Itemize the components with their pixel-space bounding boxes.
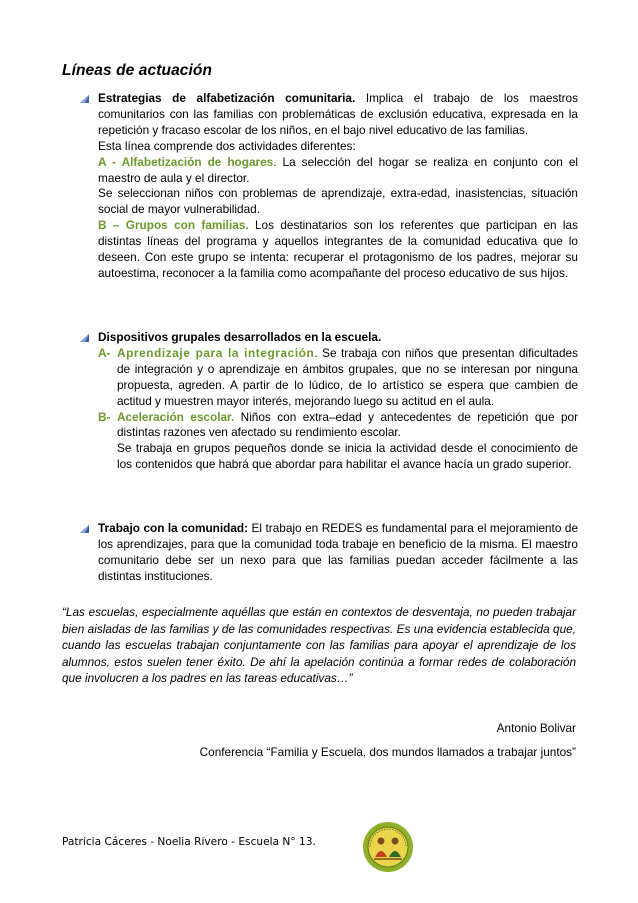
- section-comunidad: [78, 521, 578, 585]
- section-line: Esta línea comprende dos actividades diferentes:: [98, 138, 356, 153]
- bullet-arrow-icon: [78, 524, 90, 534]
- quote-source: Conferencia “Familia y Escuela, dos mundos llamados a trabajar juntos”: [199, 745, 576, 759]
- item-text-a: . Se trabaja con niños que presentan dificultades de integración y o aprendizaje en ámbitos grupales, que no se interesan por ninguna propuesta, agreden. A partir de lo lúdico, de lo artístico se espera que cambien de actitud y muestren mayor interés, mejorando luego su actitud en el aula.: [117, 345, 578, 408]
- activity-text-b: Los destinatarios son los referentes que participan en las distintas líneas del programa y aquellos integrantes de la comunidad educativa que lo deseen. Con este grupo se intenta: recuperar el protagonismo de los padres, mejorar su autoestima, reconocer a la familia como acompañante del proceso educativo de sus hijos.: [98, 218, 578, 280]
- quote-text: “Las escuelas, especialmente aquéllas que están en contextos de desventaja, no pueden trabajar bien aisladas de las familias y de las comunidades respectivas. Es una evidencia establecida que, cuando las escuelas trabajan conjuntamente con las familias para apoyar el aprendizaje de los alumnos, estos suelen tener éxito. De ahí la apelación continúa a formar redes de colaboración que involucren a los padres en las tareas educativas…”: [62, 605, 576, 686]
- school-seal-icon: [362, 821, 414, 873]
- section-alfabetizacion: [78, 91, 578, 282]
- activity-text-a2: Se seleccionan niños con problemas de aprendizaje, extra-edad, inasistencias, situación social de mayor vulnerabilidad.: [98, 186, 578, 217]
- page-title: Líneas de actuación: [62, 62, 213, 79]
- section-title: Dispositivos grupales desarrollados en la escuela.: [98, 330, 382, 344]
- section-intro: Implica el trabajo de los maestros comunitarios con las familias con problemáticas de exclusión educativa, expresada en la repetición y fracaso escolar de los niños, en el bajo nivel educativo de las familias.: [98, 91, 579, 137]
- activity-text-a: . La selección del hogar se realiza en conjunto con el maestro de aula y el director.: [98, 154, 578, 185]
- item-text-b2: Se trabaja en grupos pequeños donde se inicia la actividad desde el conocimiento de los contenidos que habrá que abordar para habilitar el avance hacía un grado superior.: [117, 441, 578, 472]
- list-item: [98, 346, 578, 410]
- list-item: [98, 410, 578, 474]
- quote-block: [62, 604, 576, 687]
- section-text: El trabajo en REDES es fundamental para el mejoramiento de los aprendizajes, para que la comunidad toda trabaje en beneficio de la misma. El maestro comunitario debe ser un nexo para que las familias puedan acceder fácilmente a las distintas instituciones.: [98, 521, 579, 583]
- item-label-a: Aprendizaje para la integración: [117, 345, 315, 360]
- quote-author: Antonio Bolivar: [496, 721, 576, 735]
- item-prefix-b: B-: [98, 409, 111, 424]
- section-dispositivos: [78, 330, 578, 473]
- bullet-arrow-icon: [78, 94, 90, 104]
- bullet-arrow-icon: [78, 333, 90, 343]
- footer-credits: Patricia Cáceres - Noelia Rivero - Escuela N° 13.: [62, 836, 316, 848]
- section-title: Trabajo con la comunidad:: [98, 521, 249, 535]
- item-prefix-a: A-: [98, 345, 111, 360]
- activity-label-a: A - Alfabetización de hogares: [98, 154, 274, 169]
- item-text-b: Niños con extra–edad y antecedentes de repetición que por distintas razones ven afectado su rendimiento escolar.: [117, 409, 578, 440]
- item-label-b: Aceleración escolar.: [117, 409, 235, 424]
- section-title: Estrategias de alfabetización comunitaria.: [98, 91, 356, 105]
- activity-label-b: B – Grupos con familias.: [98, 218, 249, 233]
